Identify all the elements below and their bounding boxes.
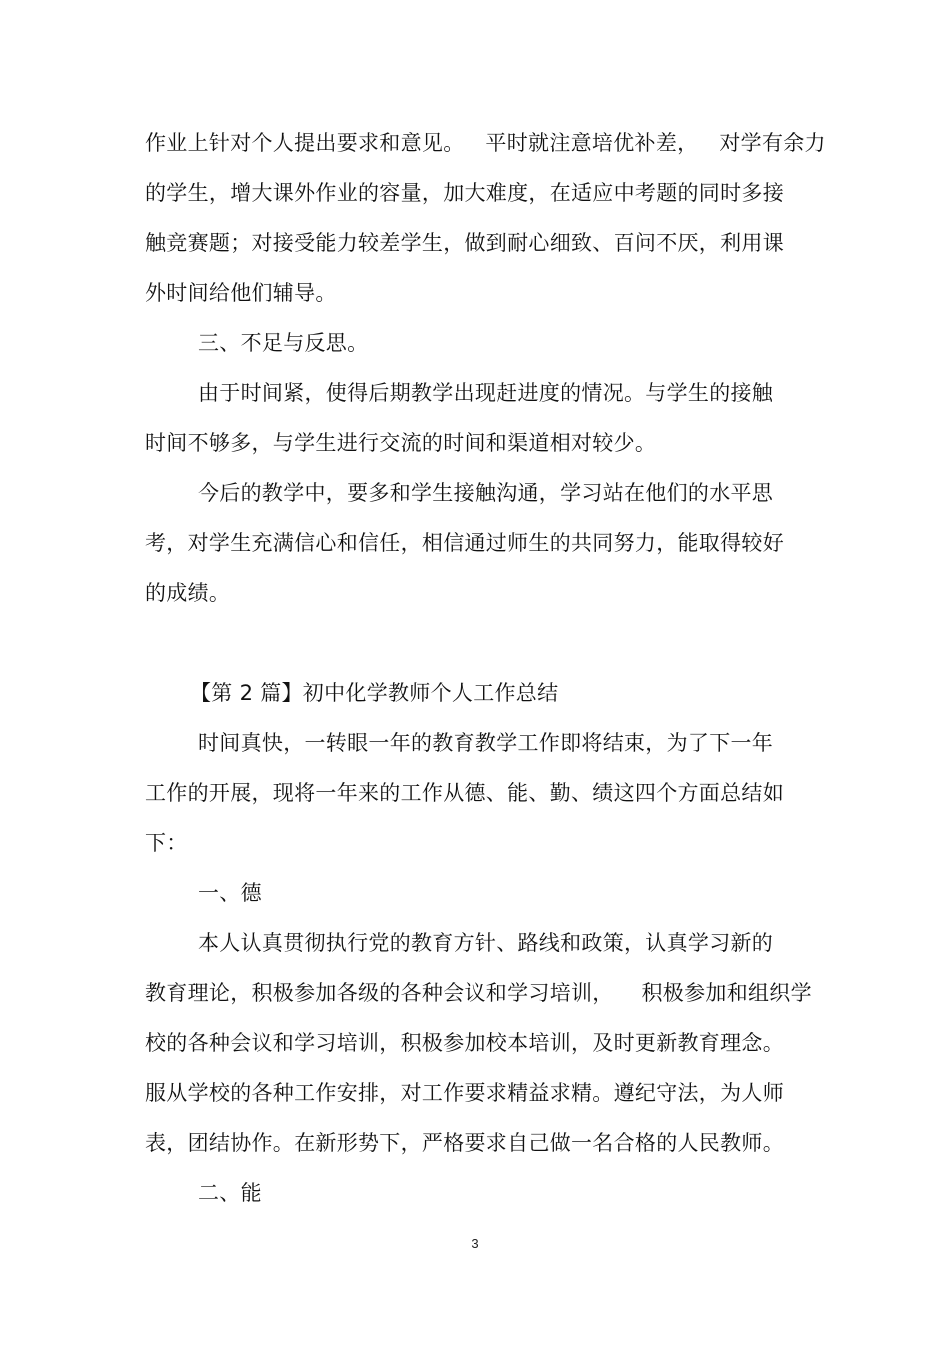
text-line: 的成绩。 — [145, 581, 231, 605]
text-line: 的学生，增大课外作业的容量，加大难度，在适应中考题的同时多接 — [145, 181, 784, 205]
text-line: 本人认真贯彻执行党的教育方针、路线和政策，认真学习新的 — [198, 931, 774, 955]
text-line: 触竞赛题；对接受能力较差学生，做到耐心细致、百问不厌，利用课 — [145, 231, 784, 255]
text-line: 今后的教学中，要多和学生接触沟通，学习站在他们的水平思 — [198, 481, 774, 505]
page-number: 3 — [471, 1236, 479, 1251]
text-line: 校的各种会议和学习培训，积极参加校本培训，及时更新教育理念。 — [145, 1031, 784, 1055]
text-line: 外时间给他们辅导。 — [145, 281, 337, 305]
text-line: 作业上针对个人提出要求和意见。 平时就注意培优补差， 对学有余力 — [145, 131, 826, 155]
section-heading: 二、能 — [198, 1181, 262, 1205]
text-line: 时间真快，一转眼一年的教育教学工作即将结束，为了下一年 — [198, 731, 774, 755]
section-heading: 三、不足与反思。 — [198, 331, 369, 355]
text-line: 服从学校的各种工作安排，对工作要求精益求精。遵纪守法，为人师 — [145, 1081, 784, 1105]
text-line: 教育理论，积极参加各级的各种会议和学习培训， 积极参加和组织学 — [145, 981, 812, 1005]
text-line: 时间不够多，与学生进行交流的时间和渠道相对较少。 — [145, 431, 657, 455]
text-line: 考，对学生充满信心和信任，相信通过师生的共同努力，能取得较好 — [145, 531, 784, 555]
text-line: 下： — [145, 831, 188, 855]
article-title: 【第 2 篇】初中化学教师个人工作总结 — [190, 681, 559, 705]
text-line: 由于时间紧，使得后期教学出现赶进度的情况。与学生的接触 — [198, 381, 774, 405]
text-line: 表，团结协作。在新形势下，严格要求自己做一名合格的人民教师。 — [145, 1131, 784, 1155]
text-line: 工作的开展，现将一年来的工作从德、能、勤、绩这四个方面总结如 — [145, 781, 784, 805]
section-heading: 一、德 — [198, 881, 262, 905]
